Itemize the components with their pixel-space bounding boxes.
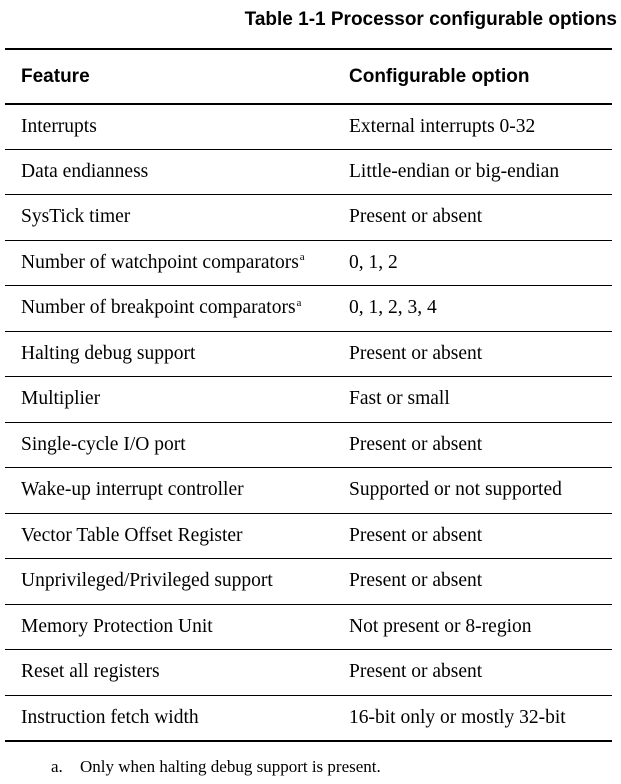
header-feature: Feature bbox=[21, 65, 90, 87]
feature-text: Vector Table Offset Register bbox=[21, 524, 243, 546]
option-cell: Present or absent bbox=[349, 206, 483, 228]
feature-cell bbox=[5, 707, 349, 729]
feature-cell bbox=[5, 161, 349, 183]
configurable-options-table bbox=[5, 48, 612, 742]
feature-text: Interrupts bbox=[21, 115, 97, 137]
option-cell: External interrupts 0-32 bbox=[349, 115, 536, 137]
footnote bbox=[51, 757, 381, 777]
feature-cell bbox=[5, 434, 349, 456]
feature-cell bbox=[5, 570, 349, 592]
footnote-mark: a. bbox=[51, 757, 63, 776]
feature-cell bbox=[5, 297, 349, 319]
table-row bbox=[5, 422, 612, 468]
table-body bbox=[5, 103, 612, 740]
table-row bbox=[5, 513, 612, 559]
option-cell: Fast or small bbox=[349, 388, 450, 410]
option-cell: Present or absent bbox=[349, 524, 483, 546]
option-cell: 0, 1, 2, 3, 4 bbox=[349, 297, 437, 319]
feature-text: Single-cycle I/O port bbox=[21, 433, 186, 455]
option-cell: Not present or 8-region bbox=[349, 615, 532, 637]
table-row bbox=[5, 467, 612, 513]
table-bottom-rule bbox=[5, 740, 612, 742]
table-row bbox=[5, 103, 612, 149]
table-row bbox=[5, 558, 612, 604]
header-configurable-option: Configurable option bbox=[349, 65, 530, 87]
feature-text: Halting debug support bbox=[21, 342, 196, 364]
table-row bbox=[5, 149, 612, 195]
feature-text: Data endianness bbox=[21, 160, 149, 182]
option-cell: Little-endian or big-endian bbox=[349, 160, 560, 182]
table-row bbox=[5, 331, 612, 377]
feature-text: Multiplier bbox=[21, 388, 101, 410]
option-cell: Supported or not supported bbox=[349, 479, 562, 501]
table-header-row bbox=[5, 50, 612, 103]
table-row bbox=[5, 285, 612, 331]
option-cell: 0, 1, 2 bbox=[349, 251, 398, 273]
footnote-reference: a bbox=[299, 251, 305, 264]
footnote-text: Only when halting debug support is present. bbox=[80, 757, 381, 776]
footnote-reference: a bbox=[296, 296, 302, 309]
feature-text: Unprivileged/Privileged support bbox=[21, 570, 273, 592]
option-cell: Present or absent bbox=[349, 433, 483, 455]
feature-text: Number of breakpoint comparators bbox=[21, 297, 296, 319]
feature-text: Reset all registers bbox=[21, 661, 160, 683]
feature-cell bbox=[5, 206, 349, 228]
option-cell: 16-bit only or mostly 32-bit bbox=[349, 706, 566, 728]
table-row bbox=[5, 194, 612, 240]
table-row bbox=[5, 695, 612, 741]
feature-text: SysTick timer bbox=[21, 206, 131, 228]
feature-text: Memory Protection Unit bbox=[21, 615, 213, 637]
option-cell: Present or absent bbox=[349, 342, 483, 364]
feature-text: Instruction fetch width bbox=[21, 706, 199, 728]
table-caption: Table 1-1 Processor configurable options bbox=[244, 9, 617, 30]
feature-cell bbox=[5, 661, 349, 683]
table-row bbox=[5, 240, 612, 286]
table-row bbox=[5, 376, 612, 422]
table-row bbox=[5, 649, 612, 695]
feature-text: Wake-up interrupt controller bbox=[21, 479, 244, 501]
feature-text: Number of watchpoint comparators bbox=[21, 251, 299, 273]
table-row bbox=[5, 604, 612, 650]
option-cell: Present or absent bbox=[349, 661, 483, 683]
feature-cell bbox=[5, 252, 349, 274]
option-cell: Present or absent bbox=[349, 570, 483, 592]
feature-cell bbox=[5, 343, 349, 365]
feature-cell bbox=[5, 116, 349, 138]
feature-cell bbox=[5, 479, 349, 501]
feature-cell bbox=[5, 616, 349, 638]
feature-cell bbox=[5, 525, 349, 547]
feature-cell bbox=[5, 388, 349, 410]
